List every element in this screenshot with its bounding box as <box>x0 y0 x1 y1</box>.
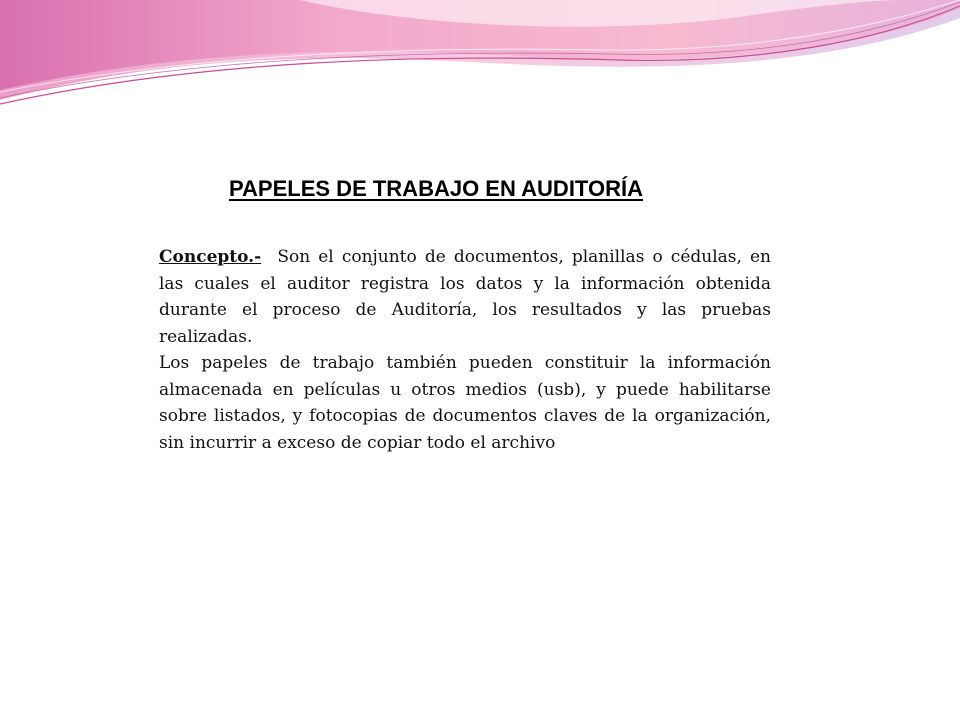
paragraph-concept <box>159 244 771 350</box>
slide-title: PAPELES DE TRABAJO EN AUDITORÍA <box>229 176 643 201</box>
header-wave-decoration <box>0 0 960 120</box>
paragraph-details: Los papeles de trabajo también pueden constituir la información almacenada en películas u otros medios (usb), y puede habilitarse sobre listados, y fotocopias de documentos claves de la organización, sin incurrir a exceso de copiar todo el archivo <box>159 353 771 453</box>
slide-body <box>159 244 771 456</box>
concept-text: Son el conjunto de documentos, planillas o cédulas, en las cuales el auditor registra los datos y la información obtenida durante el proceso de Auditoría, los resultados y las pruebas realizadas. <box>159 247 772 347</box>
concept-label: Concepto.- <box>159 247 262 267</box>
